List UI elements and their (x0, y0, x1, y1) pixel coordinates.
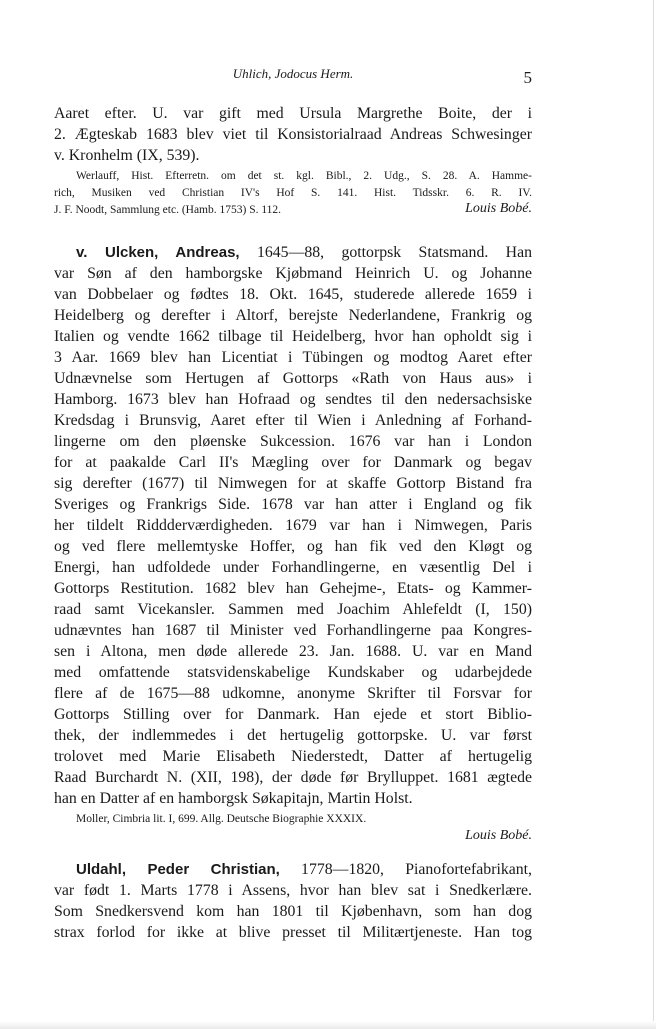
text-line: Aaret efter. U. var gift med Ursula Margrethe Boite, der i (54, 105, 532, 122)
entry-first-line-text: 1645—88, gottorpsk Statsmand. Han (256, 244, 532, 261)
signature: Louis Bobé. (465, 828, 532, 843)
text-line: var Søn af den hamborgske Kjøbmand Heinrich U. og Johanne (54, 265, 532, 282)
text-line: Hamborg. 1673 blev han Hofraad og sendtes til den nedersachsiske (54, 391, 532, 408)
text-line: var født 1. Marts 1778 i Assens, hvor han blev sat i Snedkerlære. (54, 882, 532, 899)
text-line: her tildelt Riddderværdigheden. 1679 var han i Nimwegen, Paris (54, 517, 532, 534)
text-line: Gottorps Stilling over for Danmark. Han ejede et stort Biblio- (54, 706, 532, 723)
text-line: Heidelberg og derefter i Altorf, berejste Nederlandene, Frankrig og (54, 307, 532, 324)
text-line: med omfattende statsvidenskabelige Kundskaber og udarbejdede (54, 664, 532, 681)
reference-line: Werlauff, Hist. Efterretn. om det st. kgl. Bibl., 2. Udg., S. 28. A. Hamme- (76, 170, 532, 182)
text-line: Som Snedkersvend kom han 1801 til Kjøbenhavn, som han dog (54, 903, 532, 920)
text-line: sig derefter (1677) til Nimwegen for at skaffe Gottorp Bistand fra (54, 475, 532, 492)
reference-line: Moller, Cimbria lit. I, 699. Allg. Deutsche Biographie XXXIX. (76, 813, 367, 825)
text-line: for at paakalde Carl II's Mægling over for Danmark og begav (54, 454, 532, 471)
scan-bottom-edge (0, 1021, 656, 1029)
text-line: strax forlod for ikke at blive presset til Militærtjeneste. Han tog (54, 924, 532, 941)
text-line: Gottorps Restitution. 1682 blev han Gehejme-, Etats- og Kammer- (54, 580, 532, 597)
entry-first-line (76, 243, 532, 263)
text-line: 2. Ægteskab 1683 blev viet til Konsistorialraad Andreas Schwesinger (54, 126, 532, 143)
text-line: trolovet med Marie Elisabeth Niederstedt, Datter af hertugelig (54, 748, 532, 765)
text-line: flere af de 1675—88 udkomne, anonyme Skrifter til Forsvar for (54, 685, 532, 702)
text-line: thek, der indlemmedes i det hertugelig gottorpske. U. var først (54, 727, 532, 744)
text-line: raad samt Vicekansler. Sammen med Joachim Ahlefeldt (I, 150) (54, 601, 532, 618)
text-line: udnævntes han 1687 til Minister ved Forhandlingerne paa Kongres- (54, 622, 532, 639)
entry-headword: v. Ulcken, Andreas, (76, 244, 240, 261)
text-line: Raad Burchardt N. (XII, 198), der døde før Brylluppet. 1681 ægtede (54, 769, 532, 786)
text-line: lingerne om den pløenske Sukcession. 1676 var han i London (54, 433, 532, 450)
entry-first-line (76, 860, 532, 880)
text-line: Kredsdag i Brunsvig, Aaret efter til Wien i Anledning af Forhand- (54, 412, 532, 429)
reference-line: J. F. Noodt, Sammlung etc. (Hamb. 1753) S. 112. (54, 204, 282, 216)
page-number: 5 (523, 68, 532, 87)
text-line: Energi, han udfoldede under Forhandlingerne, en væsentlig Del i (54, 559, 532, 576)
text-line: sen i Altona, men døde allerede 23. Jan. 1688. U. var en Mand (54, 643, 532, 660)
page-header (54, 66, 532, 90)
text-line: Sveriges og Frankrigs Side. 1678 var han atter i England og fik (54, 496, 532, 513)
text-line: v. Kronhelm (IX, 539). (54, 147, 200, 164)
text-line: van Dobbelaer og fødtes 18. Okt. 1645, studerede allerede 1659 i (54, 286, 532, 303)
scan-edge-line (653, 0, 654, 1029)
entry-first-line-text: 1778—1820, Pianofortefabrikant, (301, 861, 532, 878)
text-line: han en Datter af en hamborgsk Søkapitajn, Martin Holst. (54, 790, 413, 807)
text-line: Italien og vendte 1662 tilbage til Heidelberg, hvor han opholdt sig i (54, 328, 532, 345)
text-line: og ved flere mellemtyske Hoffer, og han fik ved den Kløgt og (54, 538, 532, 555)
text-line: 3 Aar. 1669 blev han Licentiat i Tübingen og modtog Aaret efter (54, 349, 532, 366)
running-head: Uhlich, Jodocus Herm. (232, 66, 354, 81)
entry-headword: Uldahl, Peder Christian, (76, 861, 280, 878)
reference-line: rich, Musiken ved Christian IV's Hof S. 141. Hist. Tidsskr. 6. R. IV. (54, 187, 532, 199)
text-line: Udnævnelse som Hertugen af Gottorps «Rath von Haus aus» i (54, 370, 532, 387)
signature: Louis Bobé. (465, 201, 532, 216)
